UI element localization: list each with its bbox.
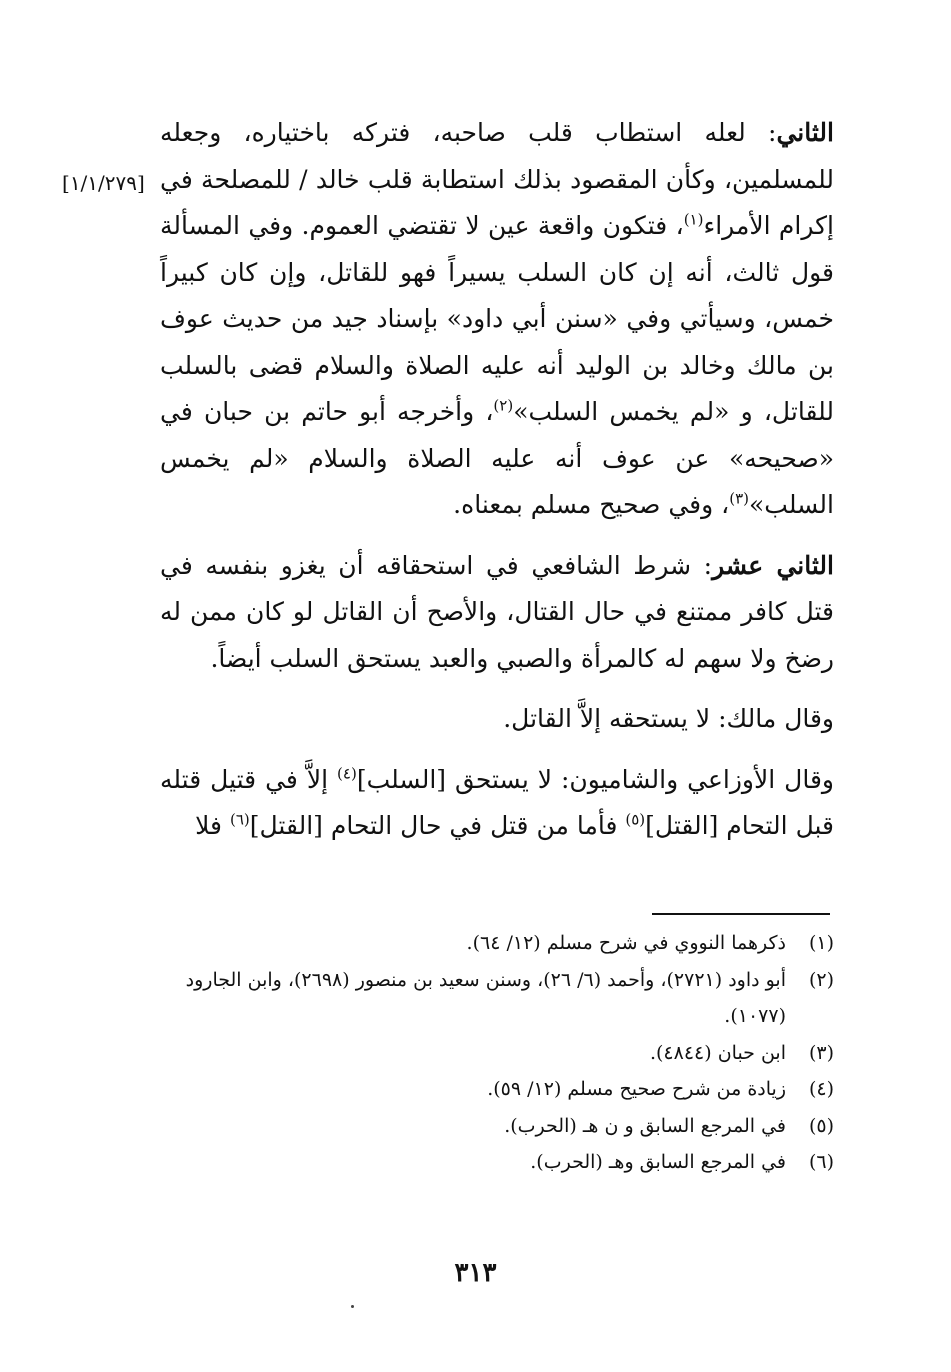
footnote bbox=[160, 925, 834, 962]
footnote-ref: (٦) bbox=[229, 810, 250, 829]
text-segment: فلا bbox=[195, 811, 230, 840]
paragraph-awzai bbox=[160, 757, 834, 850]
footnote-ref: (٤) bbox=[337, 764, 357, 783]
footnote-ref: (٥) bbox=[625, 810, 646, 829]
text-segment: : شرط الشافعي في استحقاقه أن يغزو بنفسه في قتل كافر ممتنع في حال القتال، والأصح أن القاتل لو كان ممن له رضخ ولا سهم له كالمرأة والصبي والعبد يستحق السلب أيضاً. bbox=[160, 550, 834, 673]
footnote-text: ابن حبان (٤٨٤٤). bbox=[649, 1041, 786, 1064]
footnote-ref: (٢) bbox=[493, 396, 514, 415]
footnote-number: (٤) bbox=[808, 1078, 834, 1100]
text-segment: فأما من قتل في حال التحام [القتل] bbox=[249, 811, 626, 840]
footnote-ref: (٣) bbox=[729, 489, 749, 508]
footnote-number: (٢) bbox=[808, 968, 834, 991]
footnotes bbox=[160, 925, 834, 1181]
footnote bbox=[160, 962, 834, 1035]
text-segment: ، فتكون واقعة عين لا تقتضي العموم. وفي المسألة قول ثالث، أنه إن كان السلب يسيراً فهو للقاتل، وإن كان كبيراً خمس، وسيأتي وفي «سنن أبي داود» بإسناد جيد من حديث عوف بن مالك وخالد بن الوليد أنه عليه الصلاة والسلام قضى بالسلب للقاتل، و «لم يخمس السلب» bbox=[160, 211, 834, 426]
footnote-text: أبو داود (٢٧٢١)، وأحمد (٦/ ٢٦)، وسنن سعيد بن منصور (٢٦٩٨)، وابن الجارود (١٠٧٧). bbox=[185, 968, 786, 1027]
footnote-text: زيادة من شرح صحيح مسلم (١٢/ ٥٩). bbox=[487, 1078, 786, 1100]
text-segment: وقال الأوزاعي والشاميون: لا يستحق [السلب] bbox=[356, 764, 834, 794]
footnote-ref: (١) bbox=[683, 210, 704, 229]
text-segment: : لعله استطاب قلب صاحبه، فتركه باختياره، وجعله للمسلمين، وكأن المقصود بذلك استطابة قلب خالد / للمصلحة في إكرام الأمراء bbox=[160, 118, 834, 240]
footnote bbox=[160, 1071, 834, 1108]
main-text bbox=[160, 110, 834, 850]
footnote-text: في المرجع السابق وهـ (الحرب). bbox=[530, 1151, 786, 1173]
footnote-number: (٥) bbox=[808, 1114, 834, 1137]
footnote-number: (١) bbox=[808, 932, 834, 954]
scan-speck bbox=[351, 1305, 354, 1308]
text-segment: ، وأخرجه أبو حاتم بن حبان في «صحيحه» عن عوف أنه عليه الصلاة والسلام «لم يخمس السلب» bbox=[160, 397, 834, 519]
text-segment: وقال مالك: لا يستحقه إلاَّ القاتل. bbox=[503, 704, 834, 733]
footnote bbox=[160, 1035, 834, 1072]
page-number: ٣١٣ bbox=[454, 1258, 497, 1288]
paragraph-lead: الثاني bbox=[776, 118, 834, 147]
paragraph-lead: الثاني عشر bbox=[712, 550, 834, 580]
footnote-number: (٣) bbox=[808, 1041, 834, 1064]
footnote bbox=[160, 1108, 834, 1145]
footnote bbox=[160, 1144, 834, 1181]
footnote-text: ذكرهما النووي في شرح مسلم (١٢/ ٦٤). bbox=[466, 932, 786, 954]
text-segment: ، وفي صحيح مسلم بمعناه. bbox=[453, 490, 730, 519]
margin-folio-marker: [١/١/٢٧٩] bbox=[62, 171, 145, 195]
paragraph-second-reason bbox=[160, 110, 834, 529]
text-segment: إلاَّ في قتيل قتله قبل التحام [القتل] bbox=[160, 764, 834, 840]
footnote-number: (٦) bbox=[808, 1151, 834, 1173]
footnote-text: في المرجع السابق و ن هـ (الحرب). bbox=[504, 1114, 786, 1137]
paragraph-malik bbox=[160, 696, 834, 743]
footnote-separator bbox=[652, 913, 830, 915]
paragraph-twelfth bbox=[160, 543, 834, 683]
